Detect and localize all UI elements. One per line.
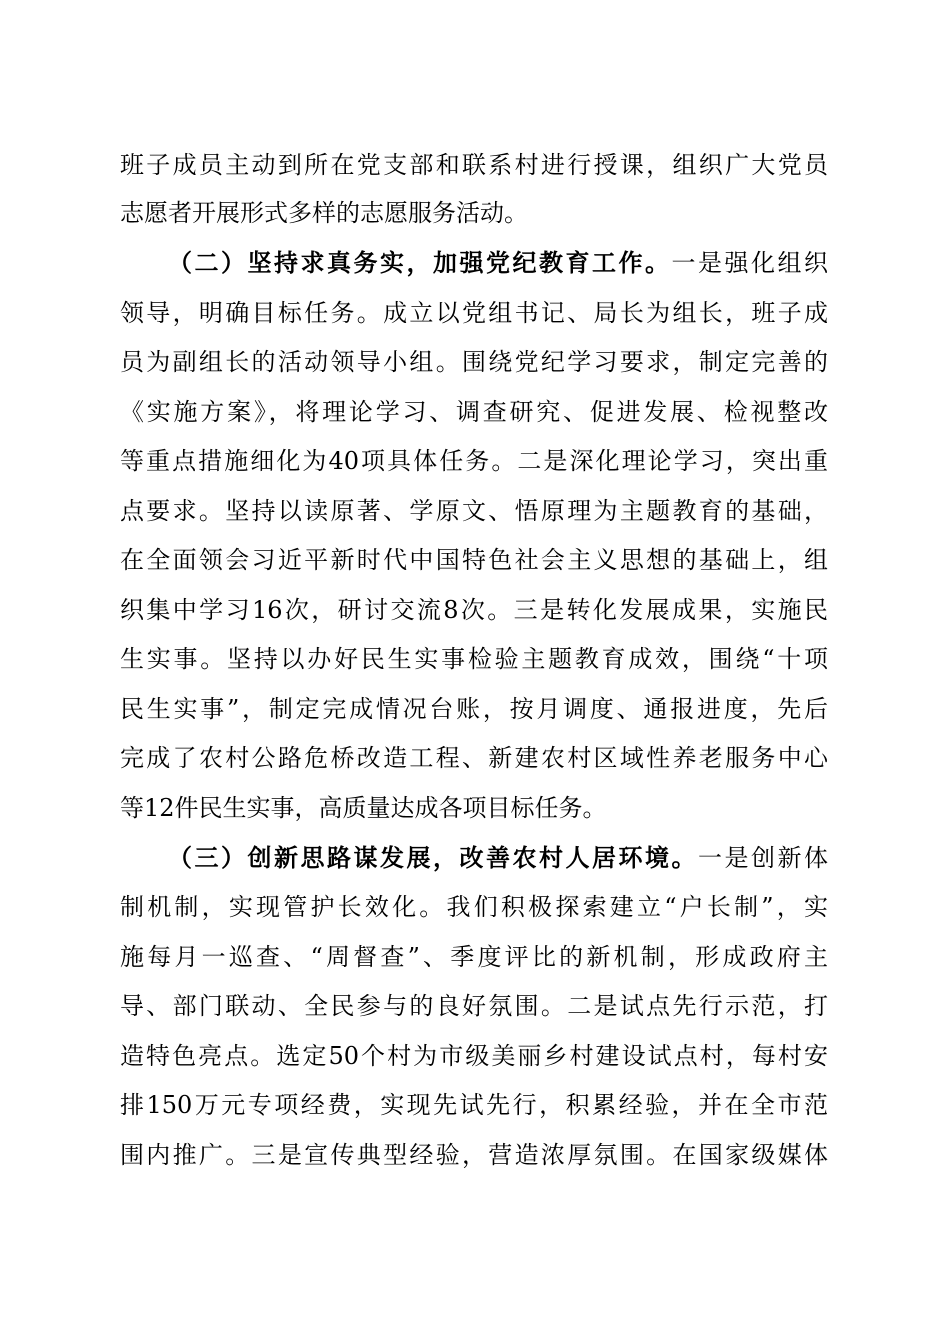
text-line: 在全面领会习近平新时代中国特色社会主义思想的基础上，组 [120, 546, 828, 574]
text-line: 班子成员主动到所在党支部和联系村进行授课，组织广大党员 [120, 151, 828, 179]
text-line: 施每月一巡查、“周督查”、季度评比的新机制，形成政府主 [120, 943, 828, 971]
text-run: 一是创新体 [698, 844, 828, 872]
paragraph-first-line [168, 843, 828, 873]
text-line: 员为副组长的活动领导小组。围绕党纪学习要求，制定完善的 [120, 348, 828, 376]
text-line: 领导，明确目标任务。成立以党组书记、局长为组长，班子成 [120, 299, 828, 327]
text-line: 制机制，实现管护长效化。我们积极探索建立“户长制”，实 [120, 893, 828, 921]
text-line: 织集中学习16次，研讨交流8次。三是转化发展成果，实施民 [120, 596, 828, 624]
text-line: 完成了农村公路危桥改造工程、新建农村区域性养老服务中心 [120, 744, 828, 772]
text-line: 等12件民生实事，高质量达成各项目标任务。 [120, 794, 607, 822]
text-line: 志愿者开展形式多样的志愿服务活动。 [120, 199, 528, 227]
text-line: 点要求。坚持以读原著、学原文、悟原理为主题教育的基础， [120, 497, 828, 525]
text-line: 排150万元专项经费，实现先试先行，积累经验，并在全市范 [120, 1091, 828, 1119]
text-line: 造特色亮点。选定50个村为市级美丽乡村建设试点村，每村安 [120, 1042, 828, 1070]
text-line: 民生实事”，制定完成情况台账，按月调度、通报进度，先后 [120, 695, 828, 723]
section-heading: （二）坚持求真务实，加强党纪教育工作。 [168, 248, 672, 277]
text-line: 生实事。坚持以办好民生实事检验主题教育成效，围绕“十项 [120, 645, 828, 673]
text-line: 《实施方案》，将理论学习、调查研究、促进发展、检视整改 [120, 398, 828, 426]
paragraph-first-line [168, 248, 828, 278]
text-line: 围内推广。三是宣传典型经验，营造浓厚氛围。在国家级媒体 [120, 1141, 828, 1169]
text-run: 一是强化组织 [671, 249, 828, 277]
section-heading: （三）创新思路谋发展，改善农村人居环境。 [168, 843, 698, 872]
text-line: 等重点措施细化为40项具体任务。二是深化理论学习，突出重 [120, 447, 828, 475]
text-line: 导、部门联动、全民参与的良好氛围。二是试点先行示范，打 [120, 992, 828, 1020]
